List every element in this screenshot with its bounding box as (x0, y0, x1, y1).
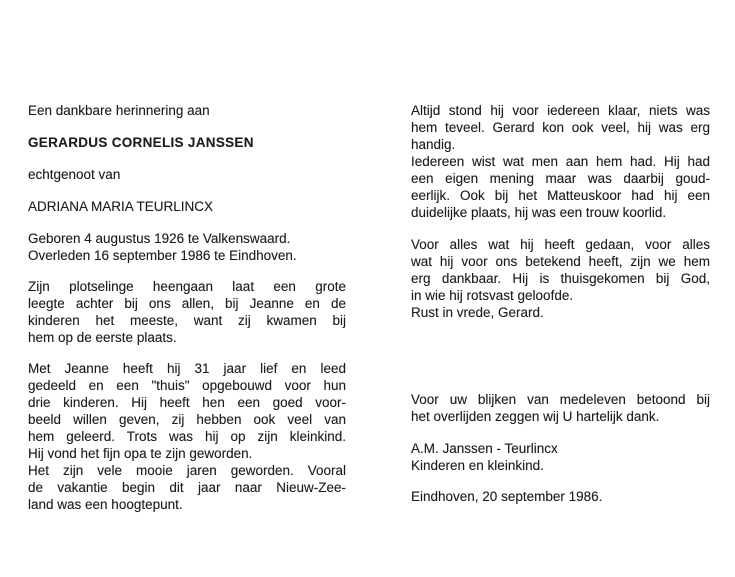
text-line: hem teveel. Gerard kon ook veel, hij was erg (411, 120, 710, 135)
paragraph-helpful (411, 102, 710, 153)
deceased-name: GERARDUS CORNELIS JANSSEN (28, 135, 254, 150)
text-line: Hij vond het fijn opa te zijn geworden. (28, 446, 253, 461)
text-line: handig. (411, 137, 456, 152)
text-line: het overlijden zeggen wij U hartelijk dank. (411, 409, 660, 424)
text-line: leegte achter bij ons allen, bij Jeanne en de (28, 296, 346, 311)
text-line: Kinderen en kleinkind. (411, 458, 544, 473)
text-line: kinderen het meeste, want zij kwamen bij (28, 313, 346, 328)
text-line: Het zijn vele mooie jaren geworden. Vooral (28, 463, 346, 478)
text-line: Overleden 16 september 1986 te Eindhoven. (28, 248, 297, 263)
intro-line: Een dankbare herinnering aan (28, 103, 210, 118)
left-column (28, 102, 346, 513)
text-line: eerlijk. Ook bij het Matteuskoor had hij een (411, 188, 710, 203)
text-line: hem geleerd. Trots was hij op zijn kleinkind. (28, 429, 346, 444)
right-column (411, 102, 710, 505)
text-line: een eigen mening maar was daarbij goud- (411, 171, 710, 186)
signature-block (411, 440, 710, 474)
paragraph-years (28, 462, 346, 513)
rest-in-peace-line: Rust in vrede, Gerard. (411, 305, 544, 320)
paragraph-choir (411, 153, 710, 221)
place-date-line: Eindhoven, 20 september 1986. (411, 489, 603, 504)
text-line: land was een hoogtepunt. (28, 497, 183, 512)
text-line: hem op de eerste plaats. (28, 330, 177, 345)
text-line: Met Jeanne heeft hij 31 jaar lief en leed (28, 361, 346, 376)
paragraph-family (28, 360, 346, 462)
text-line: beeld willen geven, zij hebben ook veel van (28, 412, 346, 427)
thanks-paragraph (411, 391, 710, 425)
text-line: Voor uw blijken van medeleven betoond bij (411, 392, 710, 407)
text-line: Altijd stond hij voor iedereen klaar, niets was (411, 103, 710, 118)
text-line: in wie hij rotsvast geloofde. (411, 288, 574, 303)
text-line: A.M. Janssen - Teurlincx (411, 441, 558, 456)
text-line: drie kinderen. Hij heeft hen een goed voor- (28, 395, 346, 410)
spouse-name: ADRIANA MARIA TEURLINCX (28, 199, 214, 214)
text-line: gedeeld en een "thuis" opgebouwd voor hun (28, 378, 346, 393)
relation-line: echtgenoot van (28, 167, 121, 182)
birth-death-dates (28, 230, 346, 264)
paragraph-loss (28, 278, 346, 346)
text-line: duidelijke plaats, hij was een trouw koorlid. (411, 205, 667, 220)
text-line: Zijn plotselinge heengaan laat een grote (28, 279, 346, 294)
paragraph-grateful (411, 236, 710, 304)
text-line: wat hij voor ons betekend heeft, zijn we hem (411, 254, 710, 269)
text-line: Geboren 4 augustus 1926 te Valkenswaard. (28, 231, 291, 246)
text-line: Voor alles wat hij heeft gedaan, voor alles (411, 237, 710, 252)
text-line: erg dankbaar. Hij is thuisgekomen bij God, (411, 271, 710, 286)
text-line: de vakantie begin dit jaar naar Nieuw-Zee- (28, 480, 346, 495)
text-line: Iedereen wist wat men aan hem had. Hij had (411, 154, 710, 169)
